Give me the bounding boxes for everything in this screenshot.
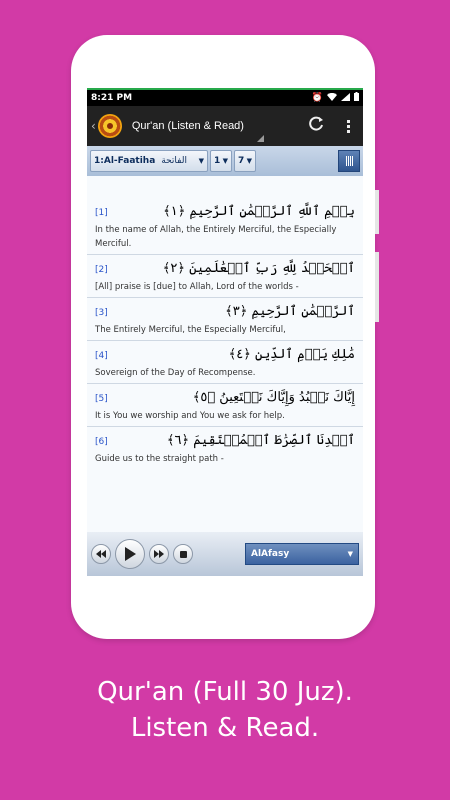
verse-number: [6] [95,437,108,447]
alarm-icon: ⏰ [311,93,323,103]
verse-arabic: ٱهۡدِنَا ٱلصِّرَٰطَ ٱلۡمُسۡتَقِيمَ ﴿٦﴾ [166,433,355,448]
verse-translation: [All] praise is [due] to Allah, Lord of the worlds - [95,282,299,292]
verse-arabic: ٱلۡحَمۡدُ لِلَّهِ رَبِّ ٱلۡعَٰلَمِينَ ﴿٢﴾ [162,261,355,276]
verse-number: [3] [95,308,108,318]
verse-arabic: بِسۡمِ ٱللَّهِ ٱلرَّحۡمَٰنِ ٱلرَّحِيمِ ﴿١﴾ [163,204,355,219]
verse-translation: It is You we worship and You we ask for help. [95,411,285,421]
app-bar [87,106,363,146]
verse-arabic: ٱلرَّحۡمَٰنِ ٱلرَّحِيمِ ﴿٣﴾ [225,304,355,319]
app-title: Qur'an (Listen & Read) [131,120,244,132]
rewind-button[interactable] [91,544,111,564]
app-logo-icon[interactable] [98,114,122,138]
back-chevron-icon[interactable]: ‹ [91,119,96,133]
verse-number: [1] [95,208,108,218]
verse-translation: Sovereign of the Day of Recompense. [95,368,256,378]
verse-number: [4] [95,351,108,361]
status-bar [87,88,363,106]
verse-number: [2] [95,265,108,275]
chevron-down-icon: ▼ [222,157,228,165]
fast-forward-button[interactable] [149,544,169,564]
audio-player-bar [87,532,363,576]
phone-side-button [375,190,379,234]
verse-translation: Guide us to the straight path - [95,454,224,464]
surah-select[interactable] [90,150,208,172]
reciter-name: AlAfasy [251,549,290,559]
verse-item[interactable] [87,255,363,298]
verse-item[interactable] [87,427,363,469]
verse-item[interactable] [87,298,363,341]
verse-item[interactable] [87,204,363,255]
app-screen [87,88,363,576]
verse-list[interactable] [87,176,363,532]
wifi-icon [327,93,337,104]
phone-side-button-2 [375,252,379,322]
to-ayah-value: 7 [238,156,245,166]
play-button[interactable] [115,539,145,569]
battery-icon [354,92,359,104]
from-ayah-value: 1 [214,156,221,166]
verse-item[interactable] [87,341,363,384]
chevron-down-icon: ▼ [347,550,353,558]
reciter-select[interactable] [245,543,359,565]
stop-button[interactable] [173,544,193,564]
verse-arabic: إِيَّاكَ نَعۡبُدُ وَإِيَّاكَ نَسۡتَعِينُ ﴿٥﴾ [192,390,355,405]
surah-name-arabic: الفاتحة [161,156,187,166]
verse-number: [5] [95,394,108,404]
chevron-down-icon: ▼ [246,157,252,165]
verse-translation: In the name of Allah, the Entirely Merciful, the Especially Merciful. [95,225,337,249]
from-ayah-select[interactable] [210,150,232,172]
title-dropdown-icon[interactable] [257,135,264,142]
promo-caption [0,674,450,746]
columns-view-button[interactable] [338,150,360,172]
caption-line-2: Listen & Read. [130,713,320,743]
signal-icon [341,93,350,104]
status-time: 8:21 PM [91,93,133,103]
refresh-icon[interactable] [303,115,329,138]
more-vert-icon[interactable] [337,120,359,133]
verse-item[interactable] [87,384,363,427]
caption-line-1: Qur'an (Full 30 Juz). [97,677,353,707]
chevron-down-icon: ▼ [198,157,204,165]
verse-selector-bar [87,146,363,176]
to-ayah-select[interactable] [234,150,256,172]
surah-name: 1:Al-Faatiha [94,156,156,166]
verse-translation: The Entirely Merciful, the Especially Merciful, [95,325,286,335]
verse-arabic: مَٰلِكِ يَوۡمِ ٱلدِّينِ ﴿٤﴾ [228,347,355,362]
